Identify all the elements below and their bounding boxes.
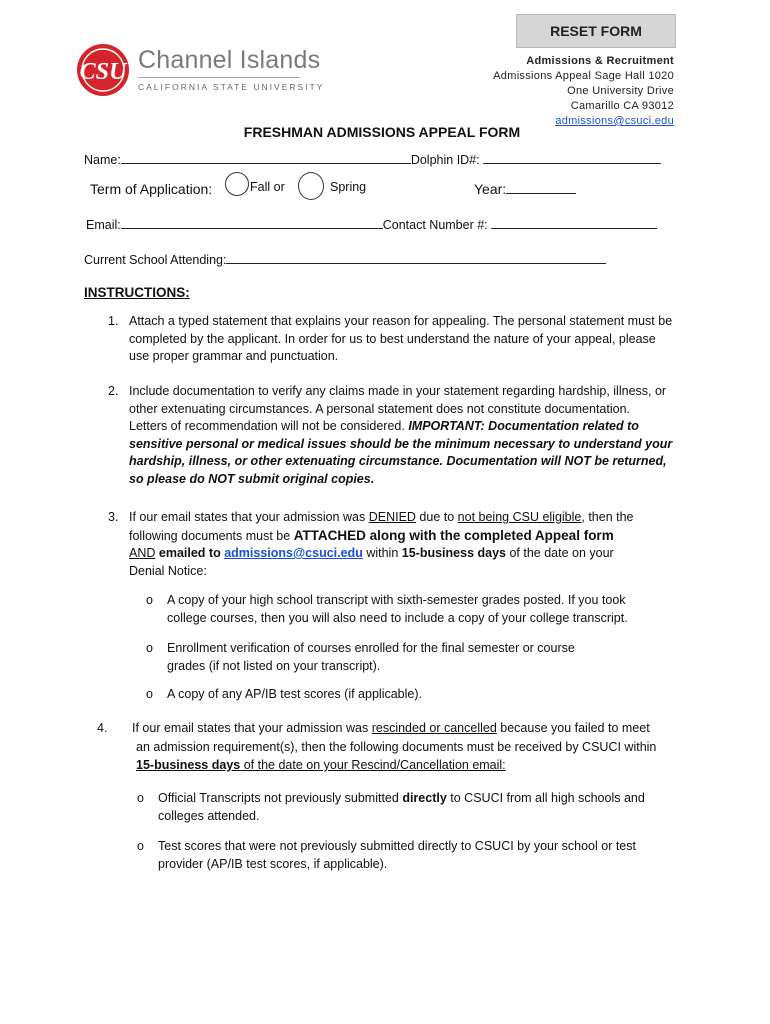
contact-label: Contact Number #: <box>382 218 488 232</box>
item3-text <box>129 509 634 580</box>
reset-form-button[interactable]: RESET FORM <box>516 14 676 48</box>
dolphin-id-input[interactable] <box>483 151 661 164</box>
name-input[interactable] <box>121 151 411 164</box>
logo-subtitle: CALIFORNIA STATE UNIVERSITY <box>138 82 325 92</box>
item1-text <box>129 313 672 366</box>
address-line1: Admissions Appeal Sage Hall 1020 <box>493 70 674 82</box>
item4-text <box>132 720 650 738</box>
item2-text <box>129 383 672 488</box>
item2-line5: hardship, illness, or other extenuating circumstance. Documentation will NOT be returned, <box>129 454 667 468</box>
item3-sub2: Enrollment verification of courses enrolled for the final semester or course grades (if not listed on your transcript). <box>167 641 575 673</box>
logo-name: Channel Islands <box>138 46 321 74</box>
spring-radio[interactable] <box>298 172 324 200</box>
item3-email-link[interactable]: admissions@csuci.edu <box>224 546 363 560</box>
fall-radio[interactable] <box>225 172 249 196</box>
year-label: Year: <box>474 181 507 197</box>
year-row <box>474 181 576 197</box>
item3-number: 3. <box>108 510 119 524</box>
year-input[interactable] <box>506 181 576 194</box>
svg-text:CSU: CSU <box>79 59 127 85</box>
item2-number: 2. <box>108 384 119 398</box>
item4-line2: an admission requirement(s), then the following documents must be received by CSUCI within <box>136 740 657 754</box>
item4-sub1: Official Transcripts not previously submitted directly to CSUCI from all high schools and colleges attended. <box>158 791 645 823</box>
contact-input[interactable] <box>491 216 657 229</box>
address-line3: Camarillo CA 93012 <box>570 100 674 112</box>
item1-number: 1. <box>108 314 119 328</box>
item4-line1: If our email states that your admission was rescinded or cancelled because you failed to meet <box>132 721 650 735</box>
bullet-icon: o <box>137 839 144 853</box>
bullet-icon: o <box>146 593 153 607</box>
bullet-icon: o <box>137 791 144 805</box>
name-field-row <box>84 151 661 167</box>
item2-line2: other extenuating circumstances. A personal statement does not constitute documentation. <box>129 401 630 416</box>
item3-line3: AND emailed to admissions@csuci.edu within 15-business days of the date on your <box>129 546 614 560</box>
email-label: Email: <box>86 218 121 232</box>
logo-divider <box>138 77 300 78</box>
item2-line3: Letters of recommendation will not be considered. IMPORTANT: Documentation related to <box>129 419 639 433</box>
item3-line4: Denial Notice: <box>129 563 207 578</box>
item4-number: 4. <box>97 721 108 735</box>
fall-label: Fall or <box>250 180 285 194</box>
item2-line1: Include documentation to verify any claims made in your statement regarding hardship, illness, or <box>129 384 667 398</box>
item2-line6: so please do NOT submit original copies. <box>129 471 375 486</box>
item1-line3: use proper grammar and punctuation. <box>129 349 339 363</box>
item3-sub1: A copy of your high school transcript with sixth-semester grades posted. If you took college courses, then you will also need to include a copy of your college transcript. <box>167 593 628 625</box>
form-title: FRESHMAN ADMISSIONS APPEAL FORM <box>243 124 521 140</box>
name-label: Name: <box>84 153 121 167</box>
instructions-heading: INSTRUCTIONS: <box>84 285 190 300</box>
dolphin-id-label: Dolphin ID#: <box>410 153 480 167</box>
address-dept: Admissions & Recruitment <box>526 55 674 67</box>
item2-line4: sensitive personal or medical issues should be the minimum necessary to understand your <box>129 436 673 451</box>
item3-line1: If our email states that your admission was DENIED due to not being CSU eligible, then the <box>129 510 634 524</box>
item3-line2: following documents must be ATTACHED along with the completed Appeal form <box>129 527 614 543</box>
bullet-icon: o <box>146 641 153 655</box>
item1-line1: Attach a typed statement that explains your reason for appealing. The personal statement must be <box>129 314 673 328</box>
school-field-row <box>84 251 606 267</box>
spring-label: Spring <box>330 180 367 194</box>
item4-line3: 15-business days of the date on your Rescind/Cancellation email: <box>136 758 506 772</box>
bullet-icon: o <box>146 687 153 701</box>
school-input[interactable] <box>226 251 606 264</box>
item4-sub2: Test scores that were not previously submitted directly to CSUCI by your school or test provider (AP/IB test scores, if applicable). <box>158 839 636 871</box>
address-block <box>493 54 674 129</box>
item1-line2: completed by the applicant. In order for us to best understand the nature of your appeal, please <box>129 331 656 346</box>
address-line2: One University Drive <box>567 85 674 97</box>
email-field-row <box>86 216 657 232</box>
term-label: Term of Application: <box>90 181 213 197</box>
school-label: Current School Attending: <box>84 253 227 267</box>
item3-sub3: A copy of any AP/IB test scores (if applicable). <box>167 687 422 701</box>
csu-logo-icon <box>75 42 131 98</box>
email-input[interactable] <box>121 216 383 229</box>
address-email-link[interactable]: admissions@csuci.edu <box>555 115 674 127</box>
